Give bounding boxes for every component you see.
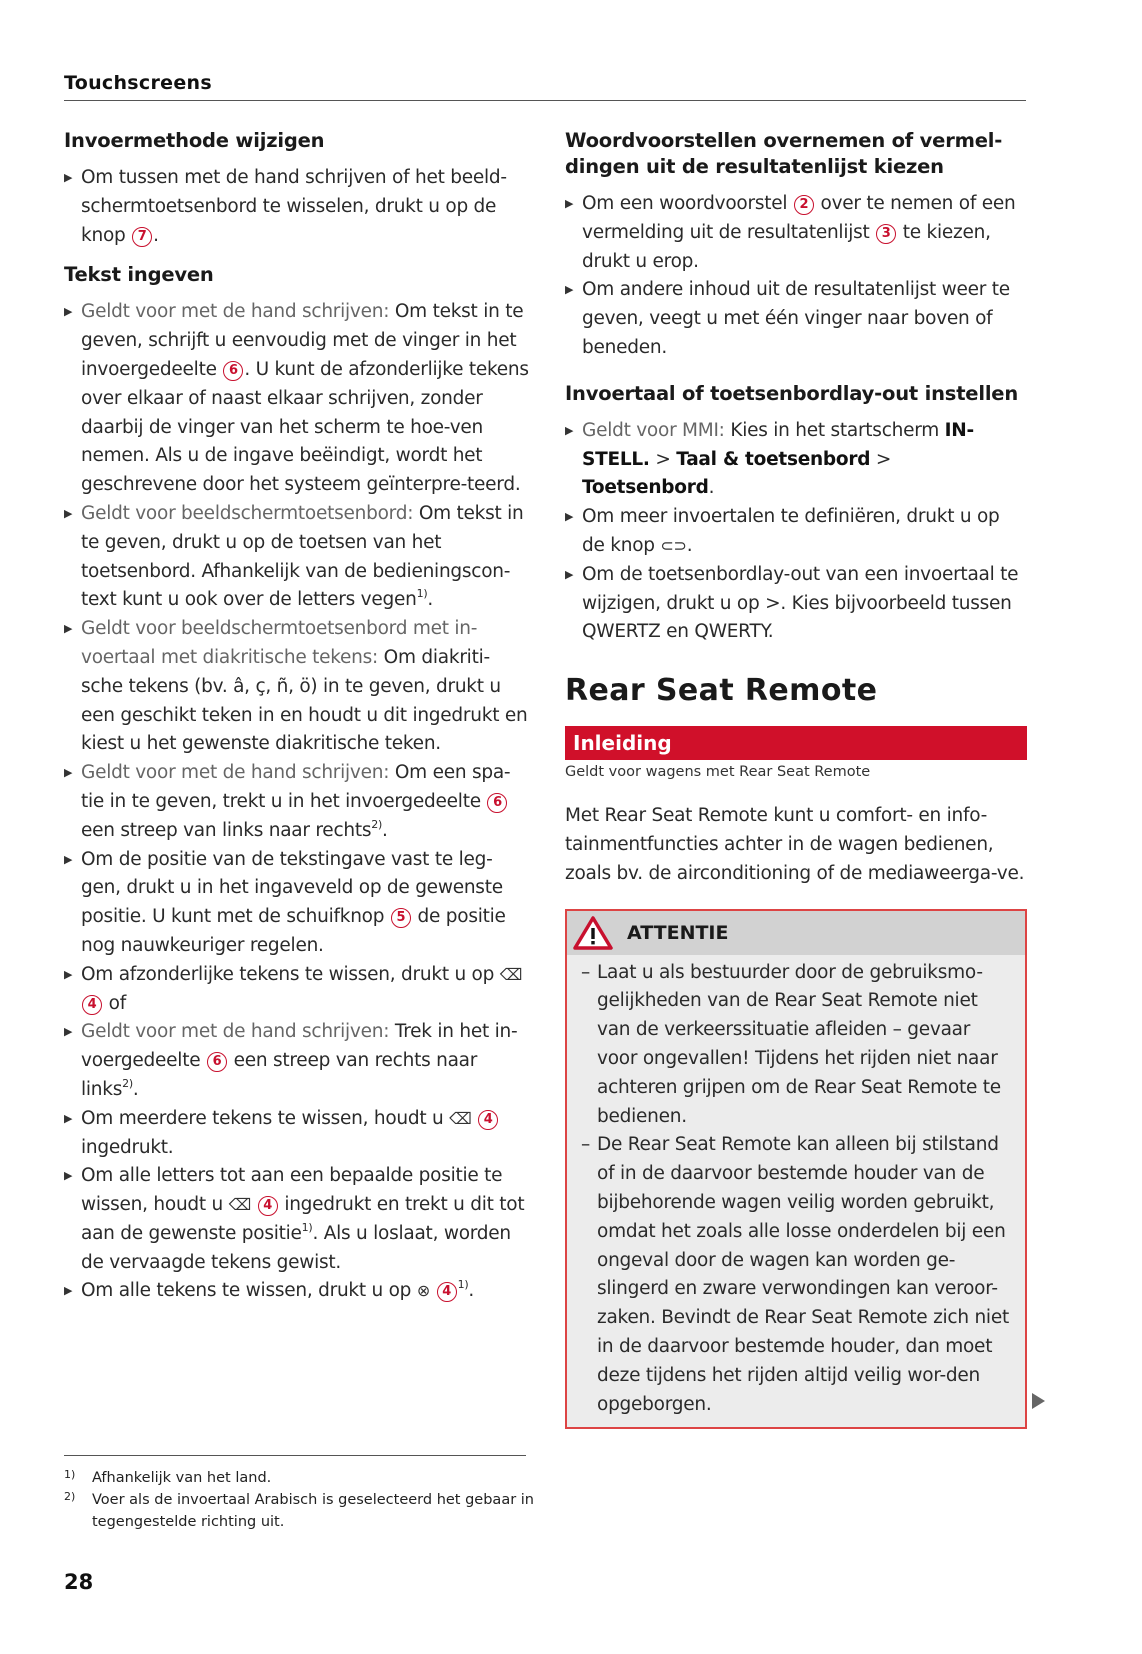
step-list (565, 190, 1027, 363)
callout-number: 4 (82, 995, 102, 1015)
callout-number: 4 (258, 1196, 278, 1216)
bullet-icon: ▶ (565, 283, 574, 297)
clear-all-icon: ⊗ (416, 1281, 430, 1301)
callout-number: 5 (391, 908, 411, 928)
step-item: ▶ Om meerdere tekens te wissen, houdt u ⌫ 4 ingedrukt. (64, 1105, 530, 1163)
backspace-icon: ⌫ (449, 1108, 472, 1128)
running-head: Touchscreens (64, 72, 1026, 101)
step-list (64, 164, 530, 250)
warning-header (567, 911, 1025, 955)
footnote-divider (64, 1455, 526, 1456)
page-number: 28 (64, 1570, 94, 1594)
heading-invoermethode: Invoermethode wijzigen (64, 129, 325, 152)
step-item: ▶ Om alle tekens te wissen, drukt u op ⊗ 4 $^{1)}$. (64, 1277, 530, 1306)
bullet-icon: ▶ (565, 510, 574, 524)
warning-box (565, 909, 1027, 1430)
bullet-icon: ▶ (64, 852, 73, 866)
chapter-title: Rear Seat Remote (565, 673, 878, 709)
bullet-icon: ▶ (64, 1025, 73, 1039)
menu-path-settings: IN-STELL. (582, 419, 974, 470)
footnote-ref[interactable]: 2) (371, 817, 383, 831)
callout-number: 4 (478, 1110, 498, 1130)
callout-number: 6 (223, 361, 243, 381)
step-item: ▶ Om andere inhoud uit de resultatenlijst weer te geven, veegt u met één vinger naar boven of beneden. (565, 276, 1027, 362)
callout-number: 6 (487, 793, 507, 813)
bullet-icon: ▶ (64, 1111, 73, 1125)
continue-arrow-icon (1032, 1393, 1045, 1409)
bullet-icon: ▶ (64, 967, 73, 981)
bullet-icon: ▶ (64, 171, 73, 184)
step-item: ▶ Geldt voor MMI: Kies in het startscherm IN-STELL. > Taal & toetsenbord > Toetsenbord. (565, 417, 1027, 503)
bullet-icon: ▶ (565, 567, 574, 581)
callout-number: 7 (132, 227, 152, 247)
step-item: ▶ Geldt voor beeldschermtoetsenbord: Om tekst in te geven, drukt u op de toetsen van het toetsenbord. Afhankelijk van de bedieningscon-text kunt u ook over de letters vegen$^{1)}$. (64, 500, 530, 615)
callout-number: 2 (794, 195, 814, 215)
bullet-icon: ▶ (64, 305, 73, 319)
intro-paragraph: Met Rear Seat Remote kunt u comfort- en info-tainmentfuncties achter in de wagen bedienen, zoals bv. de airconditioning of de mediaweerga-ve. (565, 805, 1025, 884)
language-toggle-icon: ⊂⊃ (660, 535, 687, 555)
bullet-icon: ▶ (64, 622, 73, 636)
menu-path-keyboard: Toetsenbord (582, 477, 709, 499)
footnote-ref[interactable]: 2) (122, 1076, 133, 1090)
subsection-bar: Inleiding (565, 726, 1027, 760)
callout-number: 6 (207, 1052, 227, 1072)
footnote-ref[interactable]: 1) (457, 1278, 469, 1292)
bullet-icon: ▶ (64, 1284, 73, 1298)
right-column (565, 128, 1027, 1429)
footnote-item: 2) Voer als de invoertaal Arabisch is geselecteerd het gebaar in tegengestelde richting uit. (64, 1490, 534, 1530)
step-item: ▶ Geldt voor met de hand schrijven: Om een spa-tie in te geven, trekt u in het invoergedeelte 6 een streep van links naar rechts$^{2)}$. (64, 759, 530, 845)
step-list (64, 298, 530, 1306)
step-item: ▶ Om afzonderlijke tekens te wissen, drukt u op ⌫ 4 of (64, 961, 530, 1019)
bullet-icon: ▶ (64, 1169, 73, 1183)
warning-triangle-icon (573, 916, 613, 950)
step-item: ▶ Om meer invoertalen te definiëren, drukt u op de knop ⊂⊃. (565, 503, 1027, 561)
warning-item: – De Rear Seat Remote kan alleen bij stilstand of in de daarvoor bestemde houder van de bijbehorende wagen veilig worden gebruikt, omdat het zoals alle losse onderdelen bij een ongeval door de wagen kan worden ge-slingerd en zware verwondingen kan veroor-zaken. Bevindt de Rear Seat Remote zich niet in de daarvoor bestemde houder, dan moet deze tijdens het rijden altijd veilig wor-den opgeborgen. (581, 1134, 1009, 1415)
bullet-icon: ▶ (565, 423, 574, 437)
footnote-item: 1) Afhankelijk van het land. (64, 1468, 272, 1486)
step-item: ▶ Om de toetsenbordlay-out van een invoertaal te wijzigen, drukt u op >. Kies bijvoorbeeld tussen QWERTZ en QWERTY. (565, 561, 1027, 647)
step-item: ▶ Geldt voor beeldschermtoetsenbord met in-voertaal met diakritische tekens: Om diakriti-sche tekens (bv. â, ç, ñ, ö) in te geven, drukt u een geschikt teken in en houdt u dit ingedrukt en kiest u het gewenste diakritische teken. (64, 615, 530, 759)
backspace-icon: ⌫ (228, 1195, 252, 1215)
menu-path-language: Taal & toetsenbord (676, 448, 871, 470)
footnote-ref[interactable]: 1) (416, 587, 428, 601)
warning-item: – Laat u als bestuurder door de gebruiksmo-gelijkheden van de Rear Seat Remote niet van de verkeerssituatie afleiden – gevaar voor ongevallen! Tijdens het rijden niet naar achteren grijpen om de Rear Seat Remote te bedienen. (581, 961, 1001, 1127)
callout-number: 4 (437, 1282, 457, 1302)
left-column (64, 128, 530, 1318)
step-item: ▶ Geldt voor met de hand schrijven: Om tekst in te geven, schrijft u eenvoudig met de vinger in het invoergedeelte 6 . U kunt de afzonderlijke tekens over elkaar of naast elkaar schrijven, zonder daarbij de vinger van het scherm te hoe-ven nemen. Als u de ingave beëindigt, wordt het geschrevene door het systeem geïnterpre-teerd. (64, 298, 530, 500)
footnote-ref[interactable]: 1) (301, 1220, 313, 1234)
backspace-icon: ⌫ (499, 964, 523, 984)
bullet-icon: ▶ (64, 766, 73, 780)
bullet-icon: ▶ (565, 197, 574, 210)
step-item: ▶ Geldt voor met de hand schrijven: Trek in het in-voergedeelte 6 een streep van rechts naar links$^{2)}$. (64, 1018, 530, 1104)
heading-tekst-ingeven: Tekst ingeven (64, 263, 214, 287)
heading-invoertaal: Invoertaal of toetsenbordlay-out instellen (565, 381, 1019, 405)
step-item: ▶ Om de positie van de tekstingave vast te leg-gen, drukt u in het ingaveveld op de gewenste positie. U kunt met de schuifknop 5 de positie nog nauwkeuriger regelen. (64, 846, 530, 961)
step-item: ▶ Om een woordvoorstel 2 over te nemen of een vermelding uit de resultatenlijst 3 te kiezen, drukt u erop. (565, 190, 1027, 276)
footnotes (64, 1467, 534, 1533)
callout-number: 3 (876, 224, 896, 244)
bullet-icon: ▶ (64, 506, 73, 520)
heading-woordvoorstellen: Woordvoorstellen overnemen of vermel-dingen uit de resultatenlijst kiezen (565, 129, 1003, 178)
step-item: ▶ Om tussen met de hand schrijven of het beeld-schermtoetsenbord te wisselen, drukt u op de knop 7 . (64, 164, 530, 250)
warning-title: ATTENTIE (627, 921, 729, 944)
warning-list (567, 955, 1025, 1428)
applies-to-note: Geldt voor wagens met Rear Seat Remote (565, 764, 871, 781)
step-list (565, 417, 1027, 647)
step-item: ▶ Om alle letters tot aan een bepaalde positie te wissen, houdt u ⌫ 4 ingedrukt en trekt u dit tot aan de gewenste positie$^{1)}$. Als u loslaat, worden de vervaagde tekens gewist. (64, 1162, 530, 1277)
